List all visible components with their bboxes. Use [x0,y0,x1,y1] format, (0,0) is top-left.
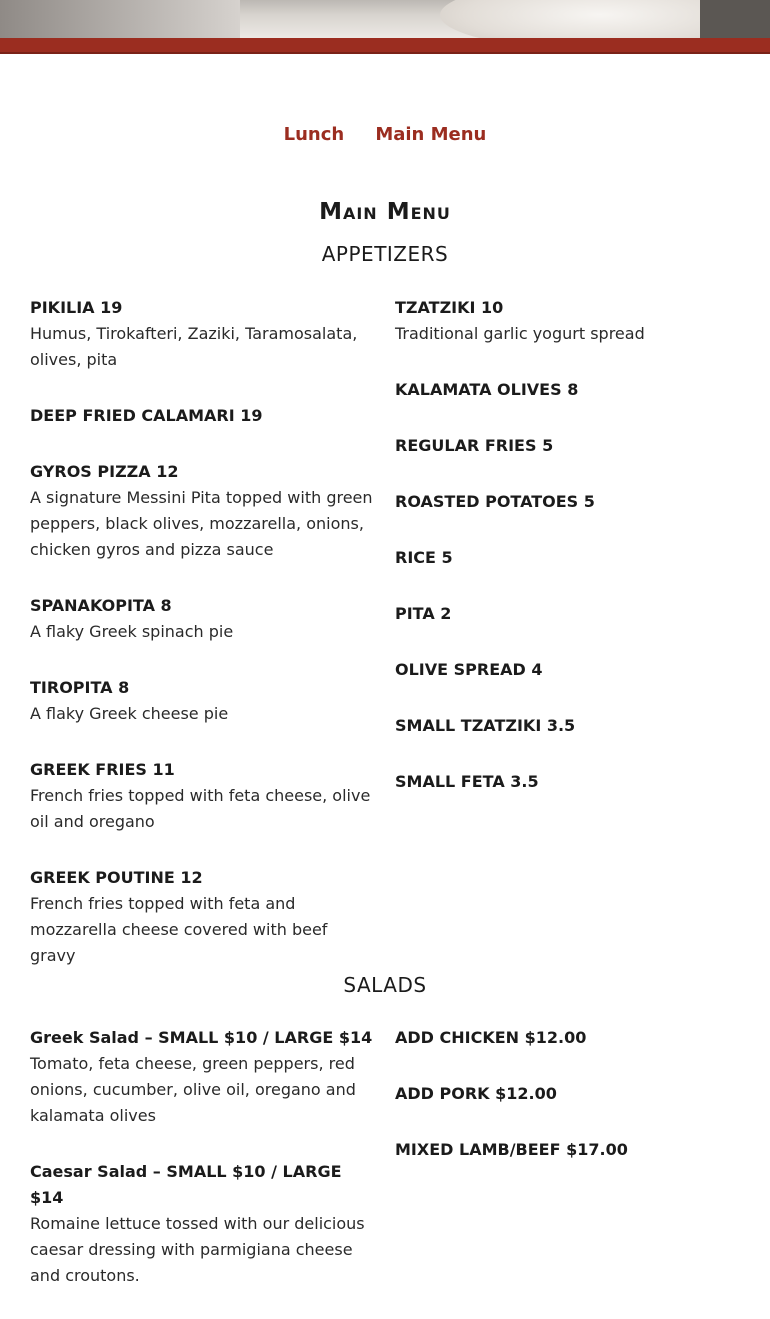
menu-item-description: A flaky Greek spinach pie [30,622,234,641]
menu-item [30,675,375,727]
menu-item [395,601,740,627]
menu-item [30,459,375,563]
salads-left-column [30,1025,375,1319]
menu-item-description: A flaky Greek cheese pie [30,704,229,723]
menu-item-name: REGULAR FRIES 5 [395,436,554,455]
menu-item [30,1025,375,1129]
menu-item [395,433,740,459]
menu-item-description: Humus, Tirokafteri, Zaziki, Taramosalata, olives, pita [30,324,358,369]
menu-tabs [0,124,770,145]
menu-item-name: SMALL TZATZIKI 3.5 [395,716,576,735]
menu-item-description: French fries topped with feta cheese, olive oil and oregano [30,786,371,831]
banner-shade-right [700,0,770,38]
menu-item [395,489,740,515]
menu-item-name: PITA 2 [395,604,452,623]
menu-item [30,757,375,835]
tab-lunch[interactable]: Lunch [283,124,345,145]
menu-item-name: ADD PORK $12.00 [395,1084,557,1103]
menu-item-name: SPANAKOPITA 8 [30,596,172,615]
banner-shade-left [0,0,240,38]
menu-item-name: RICE 5 [395,548,453,567]
menu-item-description: Tomato, feta cheese, green peppers, red onions, cucumber, olive oil, oregano and kalamata olives [30,1054,356,1125]
menu-item [395,1137,740,1163]
tab-main-menu[interactable]: Main Menu [375,124,487,145]
menu-item-name: TIROPITA 8 [30,678,130,697]
menu-item [395,1025,740,1051]
menu-item-name: TZATZIKI 10 [395,298,504,317]
menu-item-description: Traditional garlic yogurt spread [395,324,645,343]
appetizers-heading: APPETIZERS [321,242,449,266]
menu-item [395,1081,740,1107]
menu-item [30,593,375,645]
menu-item-name: OLIVE SPREAD 4 [395,660,543,679]
menu-item [395,545,740,571]
menu-item [30,865,375,969]
menu-item-name: Caesar Salad – SMALL $10 / LARGE $14 [30,1162,342,1207]
page-title: Main Menu [319,199,451,225]
menu-item-description: Romaine lettuce tossed with our delicious caesar dressing with parmigiana cheese and croutons. [30,1214,365,1285]
salads-heading: SALADS [343,973,427,997]
menu-item [395,295,740,347]
menu-item-name: ROASTED POTATOES 5 [395,492,595,511]
menu-item [395,769,740,795]
menu-item-name: GREEK FRIES 11 [30,760,175,779]
header-accent-bar [0,38,770,54]
menu-item-name: KALAMATA OLIVES 8 [395,380,579,399]
header-banner-image [0,0,770,38]
menu-item-name: MIXED LAMB/BEEF $17.00 [395,1140,628,1159]
menu-item [395,657,740,683]
menu-item-description: French fries topped with feta and mozzarella cheese covered with beef gravy [30,894,328,965]
menu-item [30,1159,375,1289]
menu-item-name: SMALL FETA 3.5 [395,772,539,791]
menu-item-name: GYROS PIZZA 12 [30,462,179,481]
menu-item [30,403,375,429]
appetizers-right-column [395,295,740,825]
menu-item-name: PIKILIA 19 [30,298,123,317]
menu-item [395,713,740,739]
menu-item-name: ADD CHICKEN $12.00 [395,1028,587,1047]
menu-item-name: GREEK POUTINE 12 [30,868,203,887]
menu-item [30,295,375,373]
menu-item-description: A signature Messini Pita topped with green peppers, black olives, mozzarella, onions, chicken gyros and pizza sauce [30,488,373,559]
menu-item-name: DEEP FRIED CALAMARI 19 [30,406,263,425]
salads-right-column [395,1025,740,1193]
appetizers-left-column [30,295,375,999]
menu-item [395,377,740,403]
menu-item-name: Greek Salad – SMALL $10 / LARGE $14 [30,1028,373,1047]
